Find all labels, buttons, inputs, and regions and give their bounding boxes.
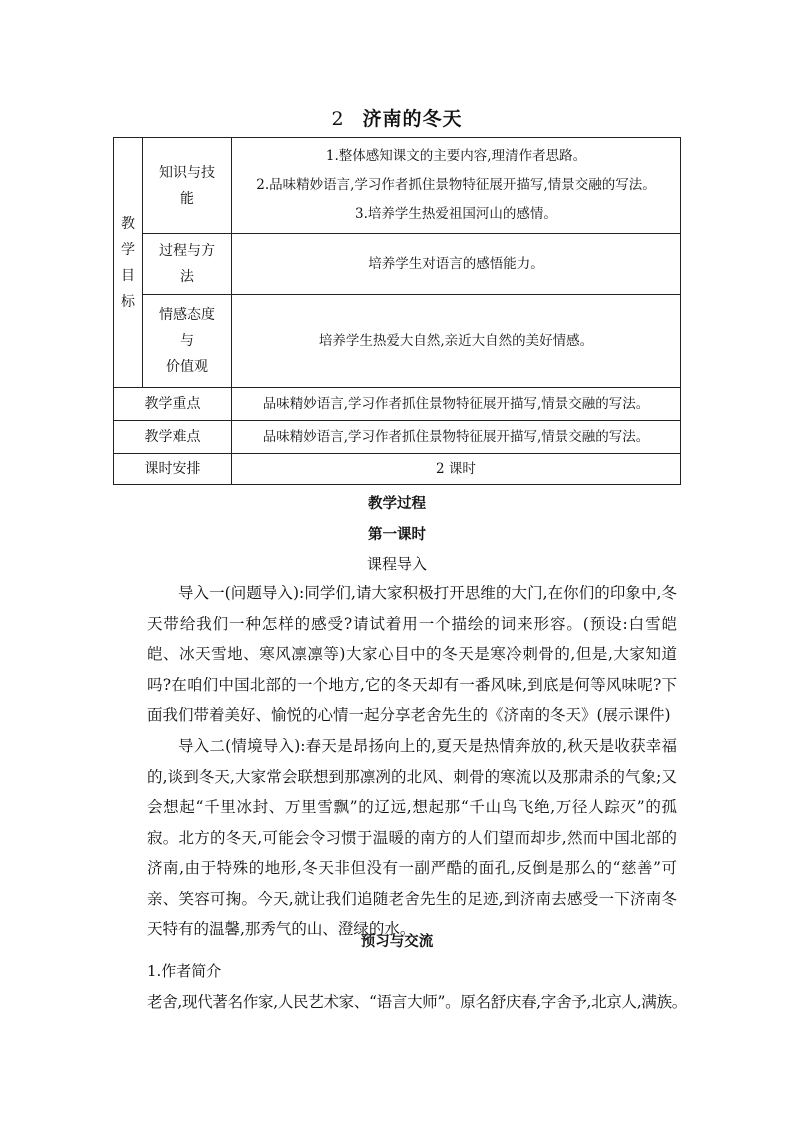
schedule-value: 2 课时 (232, 454, 681, 485)
cell-line: 培养学生热爱大自然,亲近大自然的美好情感。 (318, 332, 594, 349)
author-heading: 1.作者简介 (147, 962, 222, 980)
cell-line: 过程与方 (159, 243, 215, 259)
cell-line: 价值观 (166, 359, 208, 375)
key-point-value: 品味精妙语言,学习作者抓住景物特征展开描写,情景交融的写法。 (232, 388, 681, 421)
goals-label-char: 学 (121, 241, 135, 258)
cell-line: 培养学生对语言的感悟能力。 (368, 255, 544, 272)
goal-content-emotion (232, 295, 681, 388)
table-row (114, 421, 681, 454)
author-intro-text: 老舍,现代著名作家,人民艺术家、“语言大师”。原名舒庆春,字舍予,北京人,满族。 (147, 993, 687, 1011)
goals-label-char: 目 (121, 267, 135, 284)
cell-line: 2.品味精妙语言,学习作者抓住景物特征展开描写,情景交融的写法。 (256, 177, 656, 193)
process-heading: 教学过程 (368, 495, 426, 512)
goal-category-process (143, 234, 232, 295)
difficulty-label: 教学难点 (114, 421, 232, 454)
goal-category-emotion (143, 295, 232, 388)
paragraph-text: 导入二(情境导入):春天是昂扬向上的,夏天是热情奔放的,秋天是收获幸福的,谈到冬天,大家常会联想到那凛冽的北风、刺骨的寒流以及那肃杀的气象;又会想起“千里冰封、万里雪飘”的辽远,想起那“千山鸟飞绝,万径人踪灭”的孤寂。北方的冬天,可能会令习惯于温暖的南方的人们望而却步,然而中国北部的济南,由于特殊的地形,冬天非但没有一副严酷的面孔,反倒是那么的“慈善”可亲、笑容可掬。今天,就让我们追随老舍先生的足迹,到济南去感受一下济南冬天特有的温馨,那秀气的山、澄绿的水。 (147, 737, 677, 938)
cell-line: 法 (180, 269, 194, 285)
cell-line: 1.整体感知课文的主要内容,理清作者思路。 (325, 148, 587, 164)
table-row (114, 454, 681, 485)
goals-label-char: 教 (121, 215, 135, 232)
difficulty-value: 品味精妙语言,学习作者抓住景物特征展开描写,情景交融的写法。 (232, 421, 681, 454)
teaching-plan-table (113, 137, 681, 485)
schedule-label: 课时安排 (114, 454, 232, 485)
preview-heading: 预习与交流 (360, 933, 434, 950)
goal-content-knowledge (232, 138, 681, 234)
teaching-goals-label (114, 138, 143, 388)
table-row (114, 388, 681, 421)
title-number: 2 (331, 108, 345, 130)
goal-content-process (232, 234, 681, 295)
intro-paragraph-1 (147, 578, 677, 731)
cell-line: 与 (180, 333, 194, 349)
goals-label-char: 标 (121, 293, 135, 310)
key-point-label: 教学重点 (114, 388, 232, 421)
table-row (114, 138, 681, 234)
page-title (0, 104, 794, 131)
cell-line: 能 (180, 190, 194, 207)
title-text: 济南的冬天 (362, 108, 463, 130)
intro-paragraph-2 (147, 731, 677, 945)
table-row (114, 234, 681, 295)
goal-category-knowledge (143, 138, 232, 234)
intro-heading: 课程导入 (366, 555, 427, 573)
cell-line: 3.培养学生热爱祖国河山的感情。 (355, 206, 557, 222)
cell-line: 知识与技 (159, 164, 215, 181)
lesson-heading: 第一课时 (368, 526, 426, 543)
paragraph-text: 导入一(问题导入):同学们,请大家积极打开思维的大门,在你们的印象中,冬天带给我们一种怎样的感受?请试着用一个描绘的词来形容。(预设:白雪皑皑、冰天雪地、寒风凛凛等)大家心目中的冬天是寒冷刺骨的,但是,大家知道吗?在咱们中国北部的一个地方,它的冬天却有一番风味,到底是何等风味呢?下面我们带着美好、愉悦的心情一起分享老舍先生的《济南的冬天》(展示课件) (147, 584, 677, 724)
table-row (114, 295, 681, 388)
cell-line: 情感态度 (159, 307, 215, 323)
